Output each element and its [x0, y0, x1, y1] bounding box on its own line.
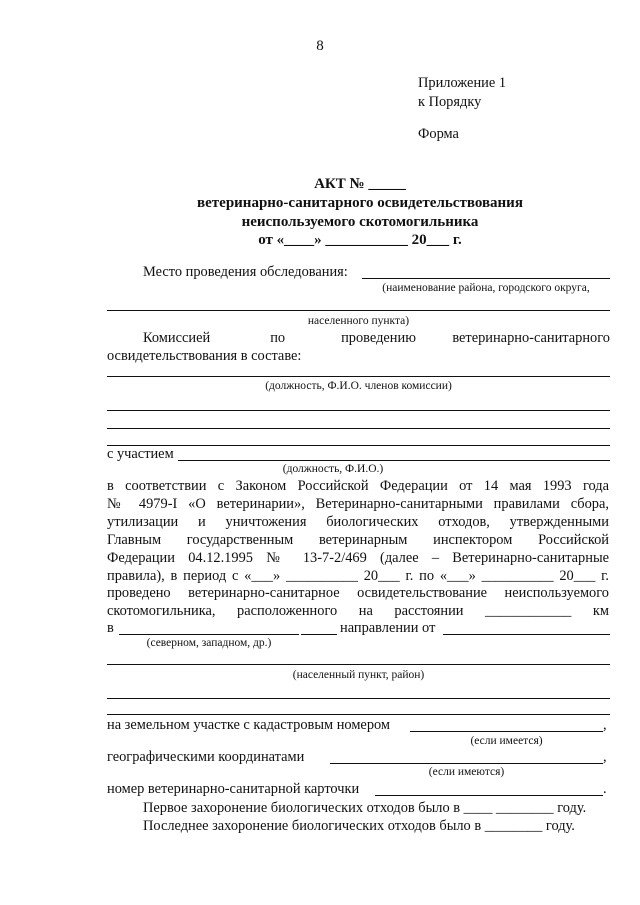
- extra-blank-line-2[interactable]: [107, 700, 610, 715]
- body-line: правила), в период с «___» __________ 20___ г. по «___» __________ 20___ г.: [107, 567, 609, 584]
- participation-caption: (должность, Ф.И.О.): [282, 463, 384, 475]
- body-line: утилизации и уничтожения биологических отходов, утвержденными: [107, 513, 609, 530]
- settlement-field[interactable]: [107, 296, 610, 311]
- direction-extra-field[interactable]: [301, 620, 337, 635]
- commission-member-line-4[interactable]: [107, 431, 610, 446]
- page-number: 8: [316, 38, 324, 54]
- vet-card-period: .: [603, 781, 607, 797]
- vet-card-label: номер ветеринарно-санитарной карточки: [107, 781, 360, 797]
- cadastral-caption: (если имеется): [470, 735, 543, 747]
- coordinates-caption: (если имеются): [428, 766, 505, 778]
- act-subtitle-line-1: ветеринарно-санитарного освидетельствования: [197, 195, 523, 211]
- coordinates-label: географическими координатами: [107, 749, 305, 765]
- direction-from-field[interactable]: [443, 620, 610, 635]
- cadastral-number-field[interactable]: [410, 717, 603, 732]
- appendix-header: [418, 74, 618, 112]
- settlement-district-field[interactable]: [107, 650, 610, 665]
- cadastral-label: на земельном участке с кадастровым номером: [107, 717, 391, 733]
- first-burial-line: Первое захоронение биологических отходов было в ____ ________ году.: [143, 800, 587, 816]
- act-title: АКТ № _____: [314, 176, 406, 192]
- last-burial-line: Последнее захоронение биологических отходов было в ________ году.: [143, 818, 575, 834]
- body-line: № 4979-I «О ветеринарии», Ветеринарно-санитарными правилами сбора,: [107, 495, 609, 512]
- inspection-place-caption: (наименование района, городского округа,: [382, 282, 590, 294]
- commission-line-2: освидетельствования в составе:: [107, 348, 302, 364]
- appendix-line-1: Приложение 1: [418, 75, 507, 91]
- settlement-caption: населенного пункта): [307, 315, 410, 327]
- act-date-line: от «____» ___________ 20___ г.: [258, 232, 462, 248]
- settlement-district-caption: (населенный пункт, район): [292, 669, 425, 681]
- commission-word-3: проведению: [341, 330, 416, 346]
- direction-label: направлении от: [340, 620, 436, 636]
- body-line: Главным государственным ветеринарным инспектором Российской: [107, 531, 609, 548]
- body-line: в соответствии с Законом Российской Федерации от 14 мая 1993 года: [107, 478, 609, 494]
- act-body-paragraph: [107, 478, 609, 621]
- body-line: Федерации 04.12.1995 № 13-7-2/469 (далее – Ветеринарно-санитарные: [107, 549, 609, 566]
- commission-members-field[interactable]: [107, 362, 610, 377]
- commission-member-line-2[interactable]: [107, 396, 610, 411]
- coordinates-field[interactable]: [330, 749, 603, 764]
- commission-word-4: ветеринарно-санитарного: [452, 330, 610, 346]
- commission-member-line-3[interactable]: [107, 414, 610, 429]
- direction-prefix: в: [107, 620, 114, 636]
- commission-word-1: Комиссией: [143, 330, 211, 346]
- vet-card-field[interactable]: [375, 781, 603, 796]
- body-line: проведено ветеринарно-санитарное освидетельствование неиспользуемого: [107, 585, 609, 602]
- coordinates-comma: ,: [603, 749, 607, 765]
- direction-side-field[interactable]: [119, 620, 299, 635]
- form-label: Форма: [418, 126, 459, 142]
- participation-label: с участием: [107, 446, 174, 462]
- appendix-line-2: к Порядку: [418, 94, 482, 110]
- commission-members-caption: (должность, Ф.И.О. членов комиссии): [265, 380, 452, 392]
- extra-blank-line-1[interactable]: [107, 684, 610, 699]
- body-line: скотомогильника, расположенного на расстоянии ____________ км: [107, 603, 609, 620]
- cadastral-comma: ,: [603, 717, 607, 733]
- commission-word-2: по: [270, 330, 286, 346]
- participation-field[interactable]: [178, 446, 610, 461]
- direction-caption: (северном, западном, др.): [146, 637, 272, 649]
- commission-line-1: [107, 330, 610, 346]
- inspection-place-label: Место проведения обследования:: [143, 264, 348, 280]
- inspection-place-field[interactable]: [362, 264, 610, 279]
- act-subtitle-line-2: неиспользуемого скотомогильника: [241, 214, 479, 230]
